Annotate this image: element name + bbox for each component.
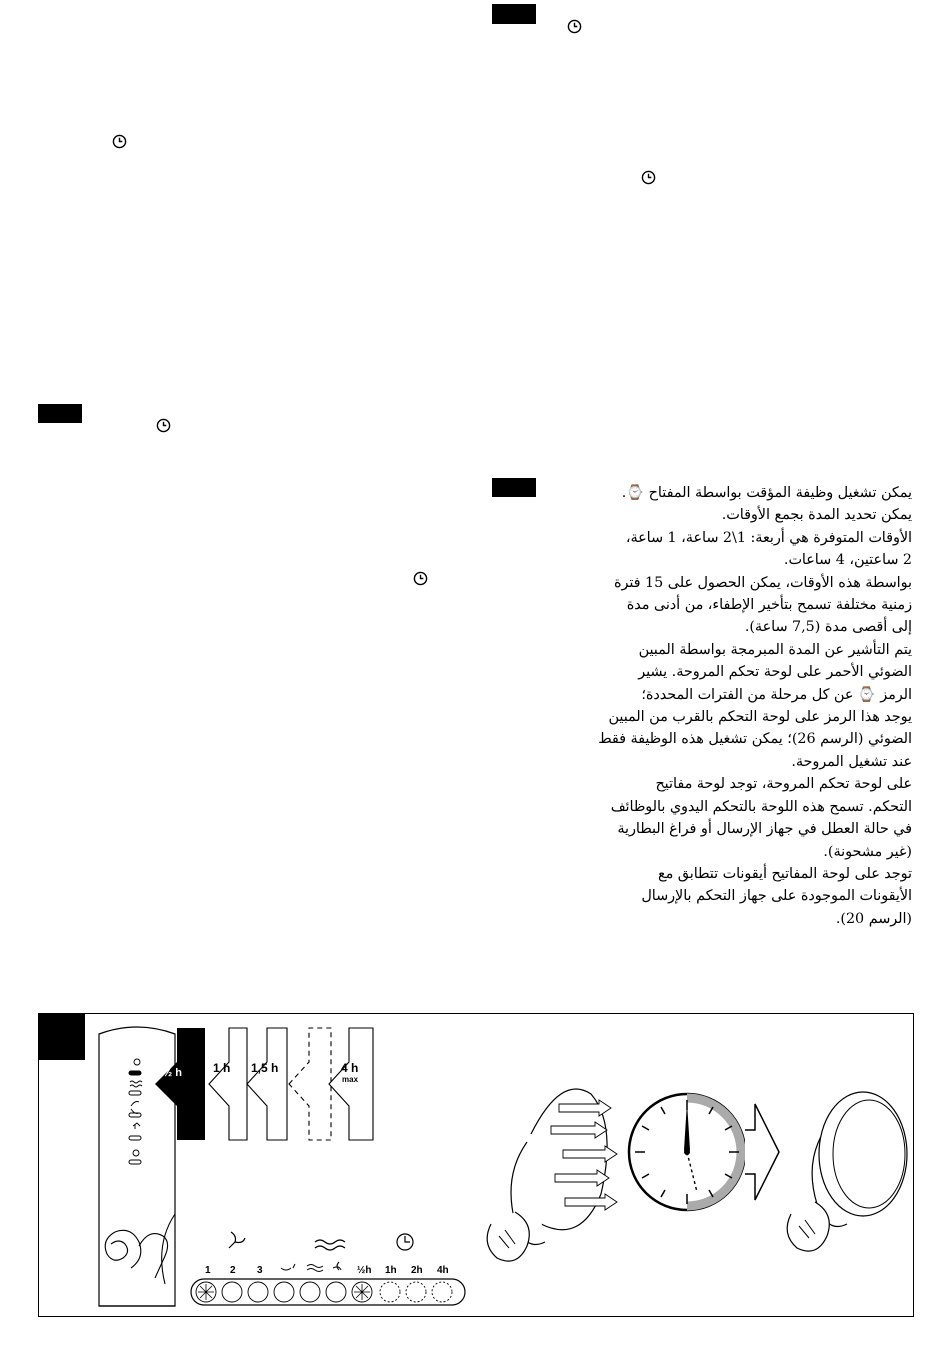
text-line: عند تشغيل المروحة. xyxy=(791,753,912,770)
text-line: يوجد هذا الرمز على لوحة التحكم بالقرب من المبين xyxy=(608,709,912,726)
fan-icon xyxy=(229,1232,245,1248)
text-line: الرمز ⌚ عن كل مرحلة من الفترات المحددة؛ xyxy=(641,686,912,703)
timer-description-text xyxy=(532,482,912,930)
panel-label: 3 xyxy=(257,1265,263,1276)
timer-clock-icon xyxy=(156,418,171,433)
heater-off xyxy=(787,1092,907,1251)
text-line: يتم التأشير عن المدة المبرمجة بواسطة المبين xyxy=(638,641,912,658)
text-line: الأوقات المتوفرة هي أربعة: 1\2 ساعة، 1 ساعة، xyxy=(625,529,912,546)
wave-icon xyxy=(315,1240,345,1250)
illustration-svg xyxy=(39,1014,915,1318)
text-line: يمكن تحديد المدة بجمع الأوقات. xyxy=(721,507,912,524)
heater-with-airflow xyxy=(487,1089,617,1261)
redaction-block-left xyxy=(38,404,82,423)
text-line: (الرسم 20). xyxy=(835,910,912,927)
timer-clock-icon xyxy=(112,134,127,149)
night-icon xyxy=(333,1262,341,1270)
panel-label: ½h xyxy=(357,1265,372,1276)
arrow-label-half: ½ h xyxy=(163,1067,182,1079)
text-line: يمكن تشغيل وظيفة المؤقت بواسطة المفتاح ⌚. xyxy=(621,485,912,501)
turbo-icon xyxy=(281,1264,295,1270)
panel-label: 1 xyxy=(205,1265,211,1276)
text-line: في حالة العطل في جهاز الإرسال أو فراغ البطارية xyxy=(617,821,912,838)
panel-label: 4h xyxy=(437,1265,449,1276)
panel-label: 1h xyxy=(385,1265,397,1276)
text-line: الضوئي (الرسم 26)؛ يمكن تشغيل هذه الوظيفة فقط xyxy=(598,731,912,748)
text-line: توجد على لوحة المفاتيح أيقونات تتطابق مع xyxy=(657,865,912,882)
arrow-label-max: max xyxy=(342,1075,359,1084)
clock-hands xyxy=(405,1236,410,1242)
transition-arrow xyxy=(745,1104,779,1200)
panel-label: 2 xyxy=(230,1265,236,1276)
text-line: الأيقونات الموجودة على جهاز التحكم بالإرسال xyxy=(641,888,912,905)
timer-clock-icon xyxy=(413,571,428,586)
time-arrows xyxy=(209,1028,373,1140)
text-line: على لوحة تحكم المروحة، توجد لوحة مفاتيح xyxy=(655,776,912,793)
text-line: 2 ساعتين، 4 ساعات. xyxy=(783,552,912,569)
clock-face xyxy=(629,1094,745,1210)
arrow-label-1h: 1 h xyxy=(213,1061,231,1075)
wave-icon xyxy=(307,1265,323,1272)
arrow-label-1-5h: 1,5 h xyxy=(251,1061,279,1075)
text-line: (غير مشحونة). xyxy=(823,843,912,860)
text-line: التحكم. تسمح هذه اللوحة بالتحكم اليدوي بالوظائف xyxy=(610,798,912,815)
arrow-label-4h: 4 h xyxy=(341,1061,359,1075)
timer-clock-icon xyxy=(567,19,582,34)
control-panel xyxy=(191,1232,465,1305)
redaction-block-top xyxy=(492,4,536,24)
text-line: زمنية مختلفة تسمح بتأخير الإطفاء، من أدنى مدة xyxy=(626,597,912,614)
timer-illustration-figure xyxy=(38,1013,914,1317)
timer-clock-icon xyxy=(641,170,656,185)
text-line: بواسطة هذه الأوقات، يمكن الحصول على 15 فترة xyxy=(613,574,912,591)
text-line: الضوئي الأحمر على لوحة تحكم المروحة. يشير xyxy=(638,664,912,681)
panel-label: 2h xyxy=(411,1265,423,1276)
text-line: إلى أقصى مدة (7,5 ساعة). xyxy=(744,619,912,636)
redaction-block-right xyxy=(492,478,536,497)
